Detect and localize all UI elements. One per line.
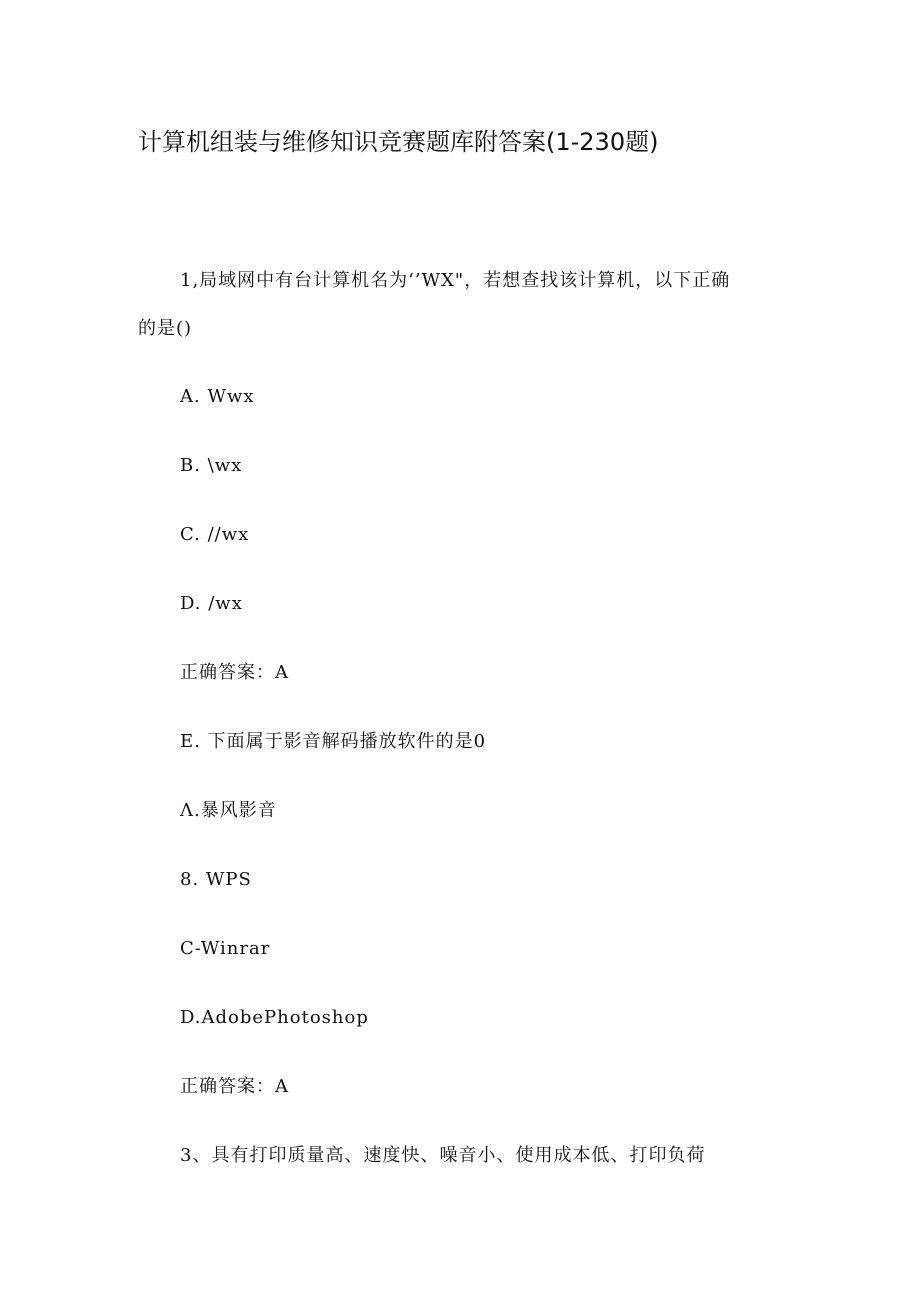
question-2-option-d: D.AdobePhotoshop [180,1007,369,1028]
question-1-option-a: A. Wwx [180,386,255,407]
question-1-text-line-2: 的是() [138,318,193,339]
question-2-answer: 正确答案：A [180,1076,289,1097]
question-2-option-a: Λ.暴风影音 [180,800,277,821]
question-2-option-b: 8. WPS [180,869,252,890]
question-1-option-b: B. \wx [180,455,243,476]
document-title: 计算机组装与维修知识竞赛题库附答案(1-230题) [138,128,659,156]
question-1-option-c: C. //wx [180,524,250,545]
question-1-answer: 正确答案：A [180,662,289,683]
question-2-text: E. 下面属于影音解码播放软件的是0 [180,731,487,752]
question-3-text: 3、具有打印质量高、速度快、噪音小、使用成本低、打印负荷 [180,1145,706,1166]
question-1-option-d: D. /wx [180,593,243,614]
question-2-option-c: C-Winrar [180,938,271,959]
question-1-text-line-1: 1,局域网中有台计算机名为‘’WX"，若想查找该计算机，以下正确 [180,270,731,291]
